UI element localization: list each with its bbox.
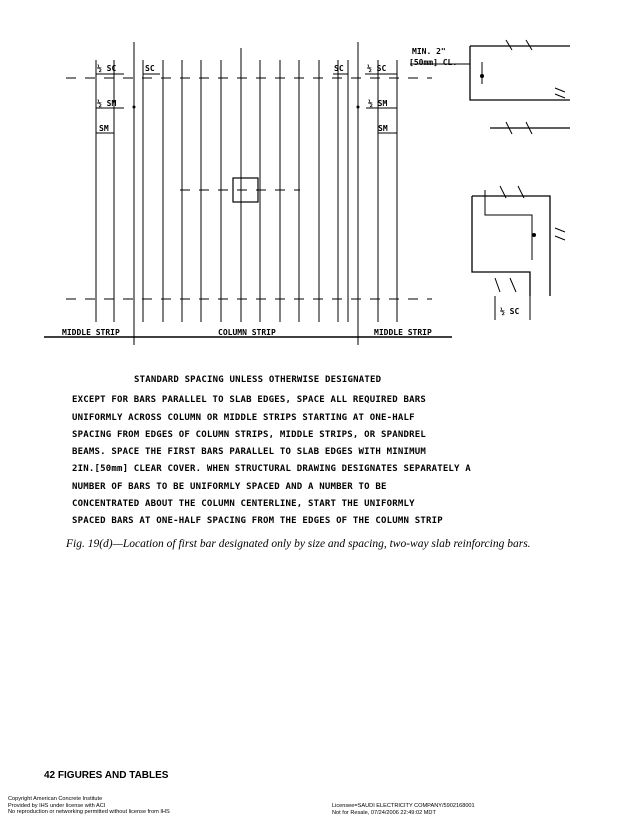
label-half-sm-left: ½ SM — [97, 99, 117, 108]
label-half-sc-right: ½ SC — [367, 64, 387, 73]
note-line: 2IN.[50mm] CLEAR COVER. WHEN STRUCTURAL DRAWING DESIGNATES SEPARATELY A — [72, 464, 471, 475]
label-detail-half-sc: ½ SC — [500, 307, 520, 316]
label-min-2in: MIN. 2" — [412, 47, 446, 56]
note-line: SPACING FROM EDGES OF COLUMN STRIPS, MIDDLE STRIPS, OR SPANDREL — [72, 429, 426, 440]
note-line: SPACED BARS AT ONE-HALF SPACING FROM THE EDGES OF THE COLUMN STRIP — [72, 516, 443, 527]
note-line: BEAMS. SPACE THE FIRST BARS PARALLEL TO SLAB EDGES WITH MINIMUM — [72, 447, 426, 458]
note-line: NUMBER OF BARS TO BE UNIFORMLY SPACED AND A NUMBER TO BE — [72, 481, 387, 492]
note-line: UNIFORMLY ACROSS COLUMN OR MIDDLE STRIPS STARTING AT ONE-HALF — [72, 412, 415, 423]
license-line: Not for Resale, 07/24/2006 22:49:02 MDT — [332, 809, 436, 816]
copyright-notice — [8, 796, 170, 816]
top-edge-detail — [470, 46, 570, 100]
label-sc-left: SC — [145, 64, 155, 73]
copyright-line: Copyright American Concrete Institute — [8, 796, 103, 802]
note-line: EXCEPT FOR BARS PARALLEL TO SLAB EDGES, SPACE ALL REQUIRED BARS — [72, 395, 426, 406]
label-half-sm-right: ½ SM — [368, 99, 388, 108]
copyright-line: Provided by IHS under license with ACI — [8, 802, 106, 809]
label-clear-cover: [50mm] CL. — [409, 58, 458, 67]
note-line: CONCENTRATED ABOUT THE COLUMN CENTERLINE, START THE UNIFORMLY — [72, 499, 415, 510]
label-sm-left: SM — [99, 124, 109, 133]
slab-reinforcing-drawing — [0, 0, 638, 360]
note-heading: STANDARD SPACING UNLESS OTHERWISE DESIGNATED — [134, 375, 382, 385]
copyright-line: No reproduction or networking permitted without license from IHS — [8, 809, 170, 816]
spacing-note — [72, 372, 552, 531]
label-sm-right: SM — [378, 124, 388, 133]
label-column-strip: COLUMN STRIP — [218, 328, 276, 337]
license-line: Licensee=SAUDI ELECTRICITY COMPANY/5902168001 — [332, 803, 475, 809]
figure-caption: Fig. 19(d)—Location of first bar designated only by size and spacing, two-way slab reinforcing bars. — [66, 538, 531, 550]
label-half-sc-left: ½ SC — [97, 64, 117, 73]
label-sc-right: SC — [334, 64, 344, 73]
label-middle-strip-right: MIDDLE STRIP — [374, 328, 432, 337]
license-notice — [332, 803, 475, 816]
page-footer-label: 42 FIGURES AND TABLES — [44, 770, 169, 781]
label-middle-strip-left: MIDDLE STRIP — [62, 328, 120, 337]
